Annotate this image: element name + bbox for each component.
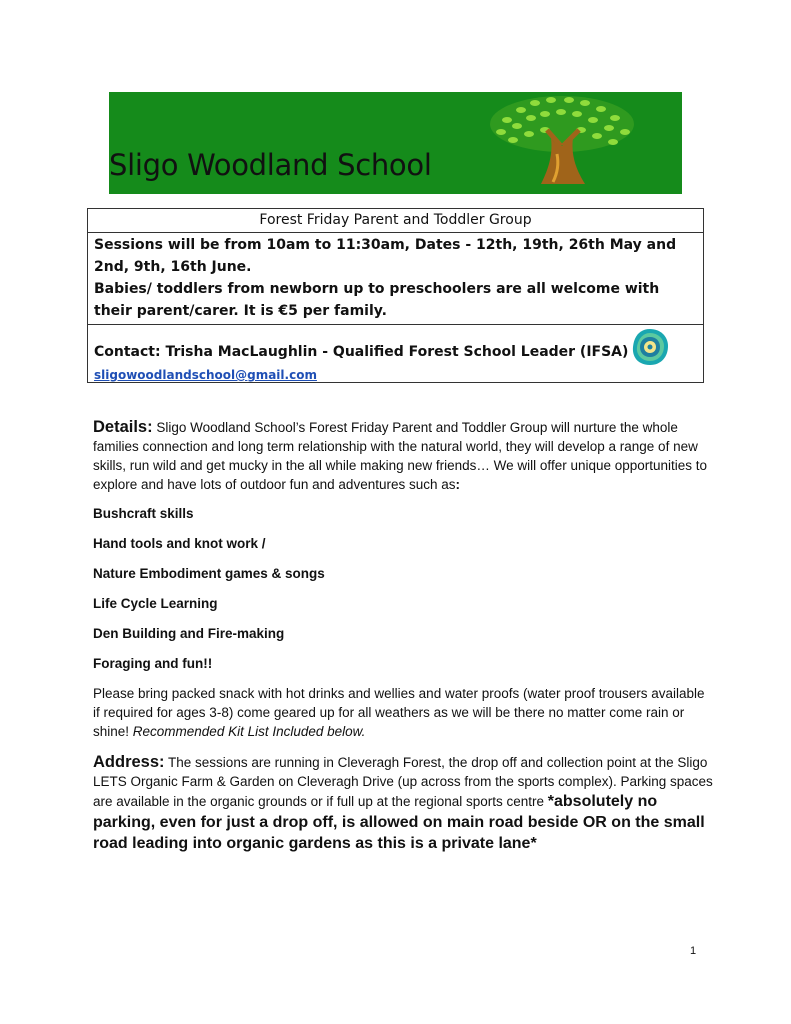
contact-text: Contact: Trisha MacLaughlin - Qualified Forest School Leader (IFSA) (94, 344, 629, 360)
welcome-line: Babies/ toddlers from newborn up to preschoolers are all welcome with their parent/carer. It is €5 per family. (94, 281, 660, 319)
address-label: Address: (93, 753, 165, 771)
activity-item: Den Building and Fire-making (93, 626, 285, 641)
kit-paragraph (93, 684, 713, 741)
parking-warning: *absolutely no parking, even for just a drop off, is allowed on main road beside OR on the small road leading into organic gardens as this is a private lane* (93, 793, 705, 852)
tree-icon (487, 94, 637, 190)
contact-row (88, 325, 703, 385)
activity-item: Bushcraft skills (93, 506, 194, 521)
main-content (93, 418, 713, 854)
address-text: The sessions are running in Cleveragh Forest, the drop off and collection point at the Sligo LETS Organic Farm & Garden on Cleveragh Drive (up across from the sports complex). Parking spaces are available in the organic grounds or if full up at the regional sports centre (93, 755, 713, 809)
rings-logo-icon (630, 327, 670, 367)
details-colon: : (455, 477, 460, 492)
details-paragraph (93, 418, 713, 494)
group-title: Forest Friday Parent and Toddler Group (88, 209, 703, 233)
sessions-info (88, 233, 703, 325)
info-box (87, 208, 704, 383)
sessions-line: Sessions will be from 10am to 11:30am, Dates - 12th, 19th, 26th May and 2nd, 9th, 16th June. (94, 237, 677, 275)
activity-item: Nature Embodiment games & songs (93, 566, 325, 581)
details-text: Sligo Woodland School’s Forest Friday Parent and Toddler Group will nurture the whole families connection and long term relationship with the natural world, they will develop a range of new skills, run wild and get mucky in the all while making new friends… We will offer unique opportunities to explore and have lots of outdoor fun and adventures such as (93, 420, 708, 492)
banner (109, 92, 682, 194)
page-number: 1 (690, 945, 697, 957)
kit-text: Please bring packed snack with hot drinks and wellies and water proofs (water proof trousers available if required for ages 3-8) come geared up for all weathers as we will be there no matter come rain or shine! (93, 686, 705, 739)
address-paragraph (93, 753, 713, 854)
activity-item: Hand tools and knot work / (93, 536, 266, 551)
banner-title: Sligo Woodland School (109, 148, 432, 182)
kit-list-note: Recommended Kit List Included below. (132, 724, 366, 739)
email-link[interactable]: sligowoodlandschool@gmail.com (94, 368, 317, 382)
details-label: Details: (93, 418, 153, 436)
activity-item: Foraging and fun!! (93, 656, 213, 671)
activity-item: Life Cycle Learning (93, 596, 218, 611)
